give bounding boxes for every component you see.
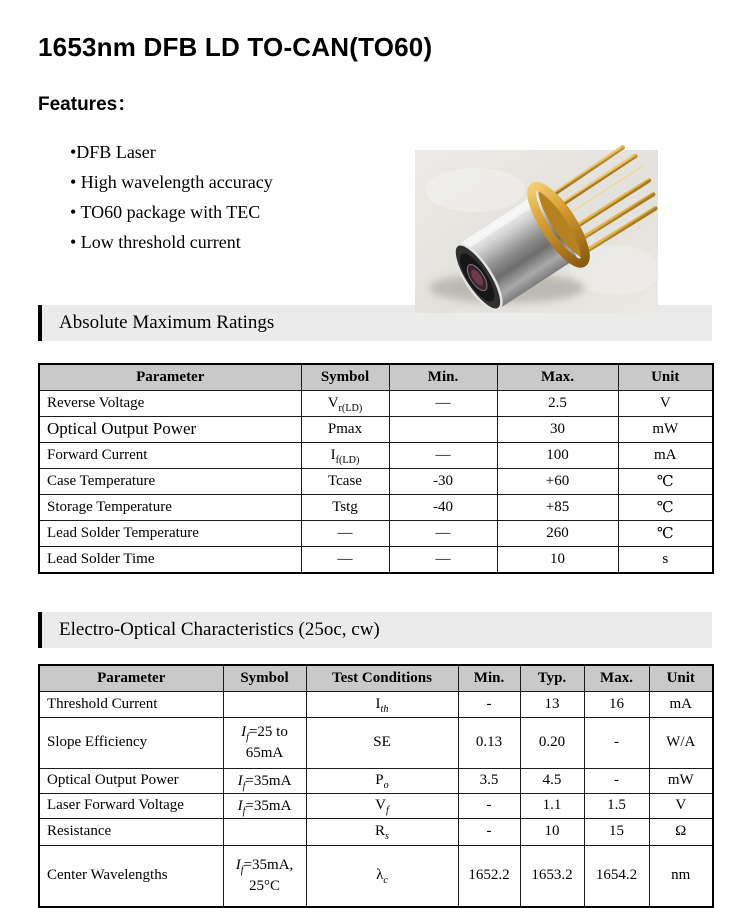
cell-unit: mW <box>618 416 713 442</box>
cell-symbol: Tcase <box>301 468 389 494</box>
cell-unit: V <box>649 793 713 818</box>
cell-symbol: $V_{r(LD)}$ <box>301 390 389 416</box>
column-header: Symbol <box>223 665 306 692</box>
table-row <box>39 416 713 442</box>
cell-parameter: Case Temperature <box>39 468 301 494</box>
cell-symbol <box>223 818 306 845</box>
cell-min: -40 <box>389 494 497 520</box>
eoc-header-row <box>39 665 713 692</box>
cell-symbol: $I_f=35mA$ <box>223 768 306 793</box>
cell-typ: 0.20 <box>520 717 584 768</box>
cell-symbol: $I_{f(LD)}$ <box>301 442 389 468</box>
cell-parameter: Optical Output Power <box>39 416 301 442</box>
cell-max: 1.5 <box>584 793 649 818</box>
table-row <box>39 717 713 768</box>
cell-unit: s <box>618 546 713 573</box>
cell-min: - <box>458 691 520 717</box>
cell-min: 0.13 <box>458 717 520 768</box>
column-header: Parameter <box>39 665 223 692</box>
cell-max: +60 <box>497 468 618 494</box>
page-title: 1653nm DFB LD TO-CAN(TO60) <box>38 32 433 62</box>
cell-test-conditions: SE <box>306 717 458 768</box>
cell-min: — <box>389 546 497 573</box>
section-title: Electro-Optical Characteristics (25oc, cw) <box>59 618 380 640</box>
cell-symbol: Tstg <box>301 494 389 520</box>
table-row <box>39 793 713 818</box>
cell-max: - <box>584 717 649 768</box>
cell-min: - <box>458 818 520 845</box>
cell-parameter: Laser Forward Voltage <box>39 793 223 818</box>
eoc-table <box>38 664 714 908</box>
table-row <box>39 468 713 494</box>
cell-typ: 13 <box>520 691 584 717</box>
cell-parameter: Threshold Current <box>39 691 223 717</box>
product-photo-to-can-laser <box>415 150 658 313</box>
cell-symbol: $I_f=35mA$ <box>223 793 306 818</box>
cell-max: +85 <box>497 494 618 520</box>
cell-max: 10 <box>497 546 618 573</box>
cell-symbol: $I_f=25$ to 65mA <box>223 717 306 768</box>
amr-header-row <box>39 364 713 391</box>
amr-table <box>38 363 714 574</box>
cell-max: - <box>584 768 649 793</box>
cell-unit: nm <box>649 845 713 907</box>
datasheet-page <box>0 33 750 895</box>
cell-test-conditions: $V_f$ <box>306 793 458 818</box>
cell-symbol: — <box>301 546 389 573</box>
cell-parameter: Forward Current <box>39 442 301 468</box>
cell-parameter: Resistance <box>39 818 223 845</box>
cell-max: 100 <box>497 442 618 468</box>
cell-symbol: $I_f=35mA$, 25°C <box>223 845 306 907</box>
cell-unit: ℃ <box>618 494 713 520</box>
cell-test-conditions: $\lambda_c$ <box>306 845 458 907</box>
cell-max: 15 <box>584 818 649 845</box>
table-row <box>39 818 713 845</box>
feature-item: •DFB Laser <box>70 141 156 162</box>
cell-min: -30 <box>389 468 497 494</box>
column-header: Parameter <box>39 364 301 391</box>
column-header: Unit <box>649 665 713 692</box>
table-row <box>39 520 713 546</box>
cell-symbol: — <box>301 520 389 546</box>
cell-max: 30 <box>497 416 618 442</box>
cell-max: 1654.2 <box>584 845 649 907</box>
cell-max: 16 <box>584 691 649 717</box>
cell-unit: ℃ <box>618 520 713 546</box>
table-row <box>39 442 713 468</box>
cell-unit: mA <box>649 691 713 717</box>
column-header: Max. <box>497 364 618 391</box>
column-header: Unit <box>618 364 713 391</box>
cell-min: — <box>389 442 497 468</box>
cell-test-conditions: $I_{th}$ <box>306 691 458 717</box>
features-heading: Features： <box>38 93 137 115</box>
cell-parameter: Optical Output Power <box>39 768 223 793</box>
cell-parameter: Lead Solder Temperature <box>39 520 301 546</box>
section-title: Absolute Maximum Ratings <box>59 311 275 333</box>
cell-typ: 1653.2 <box>520 845 584 907</box>
cell-min: - <box>458 793 520 818</box>
cell-min: 1652.2 <box>458 845 520 907</box>
cell-parameter: Storage Temperature <box>39 494 301 520</box>
cell-parameter: Lead Solder Time <box>39 546 301 573</box>
cell-parameter: Center Wavelengths <box>39 845 223 907</box>
feature-item: • TO60 package with TEC <box>70 201 261 222</box>
cell-min <box>389 416 497 442</box>
cell-parameter: Reverse Voltage <box>39 390 301 416</box>
section-header-electro-optical-characteristics <box>38 612 712 648</box>
cell-min: — <box>389 390 497 416</box>
cell-typ: 4.5 <box>520 768 584 793</box>
table-row <box>39 691 713 717</box>
cell-unit: W/A <box>649 717 713 768</box>
cell-symbol: Pmax <box>301 416 389 442</box>
cell-unit: Ω <box>649 818 713 845</box>
cell-max: 260 <box>497 520 618 546</box>
cell-unit: ℃ <box>618 468 713 494</box>
cell-parameter: Slope Efficiency <box>39 717 223 768</box>
cell-test-conditions: $R_s$ <box>306 818 458 845</box>
cell-typ: 1.1 <box>520 793 584 818</box>
table-row <box>39 546 713 573</box>
cell-min: 3.5 <box>458 768 520 793</box>
cell-unit: mA <box>618 442 713 468</box>
table-row <box>39 845 713 907</box>
cell-symbol <box>223 691 306 717</box>
cell-typ: 10 <box>520 818 584 845</box>
table-row <box>39 494 713 520</box>
column-header: Symbol <box>301 364 389 391</box>
cell-unit: mW <box>649 768 713 793</box>
table-row <box>39 768 713 793</box>
column-header: Test Conditions <box>306 665 458 692</box>
cell-test-conditions: $P_o$ <box>306 768 458 793</box>
cell-unit: V <box>618 390 713 416</box>
cell-max: 2.5 <box>497 390 618 416</box>
column-header: Typ. <box>520 665 584 692</box>
column-header: Min. <box>458 665 520 692</box>
cell-min: — <box>389 520 497 546</box>
column-header: Max. <box>584 665 649 692</box>
table-row <box>39 390 713 416</box>
feature-item: • High wavelength accuracy <box>70 171 273 192</box>
column-header: Min. <box>389 364 497 391</box>
feature-item: • Low threshold current <box>70 231 241 252</box>
